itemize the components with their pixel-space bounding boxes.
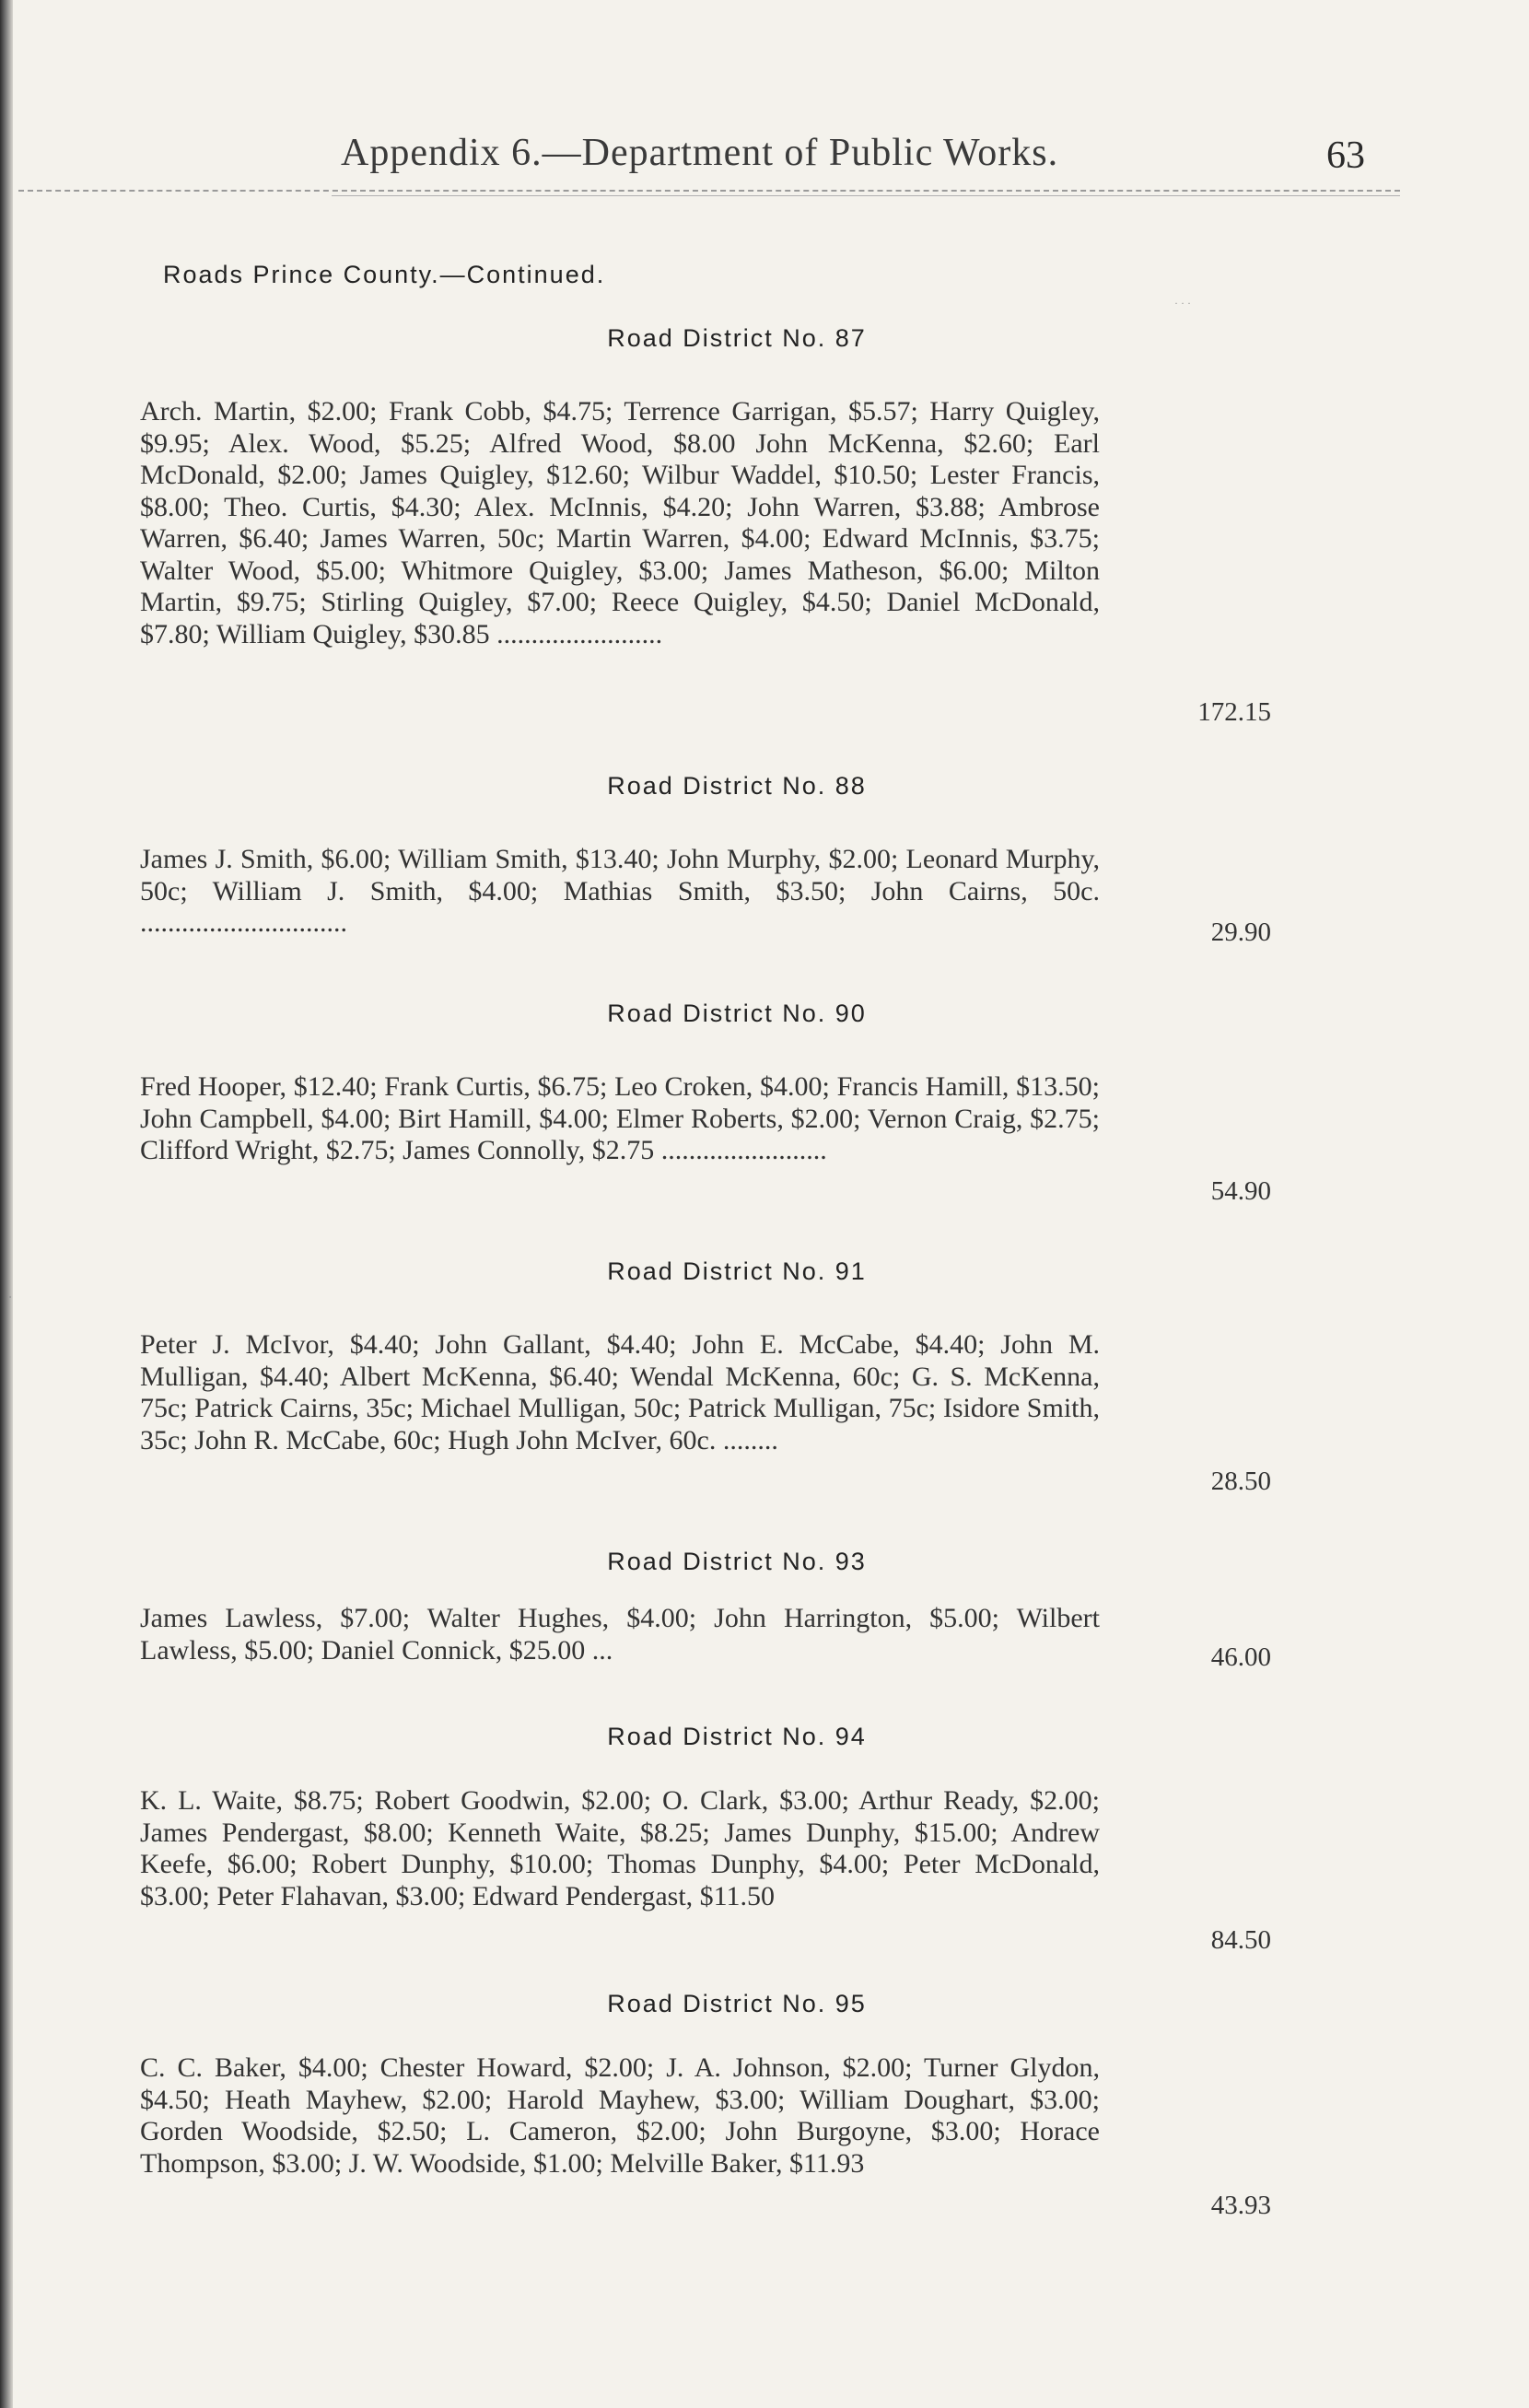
district-total: 46.00	[1210, 1642, 1271, 1672]
district-title: Road District No. 91	[607, 1257, 867, 1285]
district-title: Road District No. 94	[607, 1723, 867, 1750]
district-payments: Fred Hooper, $12.40; Frank Curtis, $6.75; Leo Croken, $4.00; Francis Hamill, $13.50; John Campbell, $4.00; Birt Hamill, $4.00; Elmer Roberts, $2.00; Vernon Craig, $2.75; Clifford Wright, $2.75; James Connolly, $2.75 ........................	[140, 1071, 1100, 1165]
district-payments: James Lawless, $7.00; Walter Hughes, $4.00; John Harrington, $5.00; Wilbert Lawless, $5.00; Daniel Connick, $25.00 ...	[140, 1603, 1100, 1666]
district-payments: C. C. Baker, $4.00; Chester Howard, $2.00; J. A. Johnson, $2.00; Turner Glydon, $4.50; Heath Mayhew, $2.00; Harold Mayhew, $3.00; William Doughart, $3.00; Gorden Woodside, $2.50; L. Cameron, $2.00; John Burgoyne, $3.00; Horace Thompson, $3.00; J. W. Woodside, $1.00; Melville Baker, $11.93	[140, 2052, 1100, 2179]
running-head: Appendix 6.—Department of Public Works.	[341, 132, 1059, 174]
district-total: 172.15	[1197, 697, 1271, 727]
paper-speck: ·	[7, 1288, 13, 1306]
district-payments: K. L. Waite, $8.75; Robert Goodwin, $2.00; O. Clark, $3.00; Arthur Ready, $2.00; James Pendergast, $8.00; Kenneth Waite, $8.25; James Dunphy, $15.00; Andrew Keefe, $6.00; Robert Dunphy, $10.00; Thomas Dunphy, $4.00; Peter McDonald, $3.00; Peter Flahavan, $3.00; Edward Pendergast, $11.50	[140, 1785, 1100, 1911]
district-title: Road District No. 90	[607, 999, 867, 1027]
district-total: 54.90	[1210, 1176, 1271, 1206]
page-number: 63	[1326, 134, 1365, 177]
district-title: Road District No. 93	[607, 1548, 867, 1575]
district-payments: Arch. Martin, $2.00; Frank Cobb, $4.75; Terrence Garrigan, $5.57; Harry Quigley, $9.95; Alex. Wood, $5.25; Alfred Wood, $8.00 John McKenna, $2.60; Earl McDonald, $2.00; James Quigley, $12.60; Wilbur Waddel, $10.50; Lester Francis, $8.00; Theo. Curtis, $4.30; Alex. McInnis, $4.20; John Warren, $3.88; Ambrose Warren, $6.40; James Warren, 50c; Martin Warren, $4.00; Edward McInnis, $3.75; Walter Wood, $5.00; Whitmore Quigley, $3.00; James Matheson, $6.00; Milton Martin, $9.75; Stirling Quigley, $7.00; Reece Quigley, $4.50; Daniel McDonald, $7.80; William Quigley, $30.85 ........................	[140, 396, 1100, 649]
district-title: Road District No. 88	[607, 772, 867, 800]
header-rule	[18, 190, 1400, 192]
page-binding-edge	[0, 0, 13, 2408]
district-payments: James J. Smith, $6.00; William Smith, $13.40; John Murphy, $2.00; Leonard Murphy, 50c; William J. Smith, $4.00; Mathias Smith, $3.50; John Cairns, 50c. ..............................	[140, 844, 1100, 938]
header-rule-secondary	[332, 195, 1400, 196]
district-total: 28.50	[1210, 1467, 1271, 1496]
district-title: Road District No. 87	[607, 324, 867, 352]
district-total: 43.93	[1210, 2191, 1271, 2220]
district-total: 84.50	[1210, 1925, 1271, 1955]
district-title: Road District No. 95	[607, 1990, 867, 2017]
district-total: 29.90	[1210, 918, 1271, 947]
paper-speck: · · ·	[1174, 297, 1191, 310]
district-payments: Peter J. McIvor, $4.40; John Gallant, $4.40; John E. McCabe, $4.40; John M. Mulligan, $4.40; Albert McKenna, $6.40; Wendal McKenna, 60c; G. S. McKenna, 75c; Patrick Cairns, 35c; Michael Mulligan, 50c; Patrick Mulligan, 75c; Isidore Smith, 35c; John R. McCabe, 60c; Hugh John McIver, 60c. ........	[140, 1329, 1100, 1455]
section-heading: Roads Prince County.—Continued.	[163, 261, 606, 288]
